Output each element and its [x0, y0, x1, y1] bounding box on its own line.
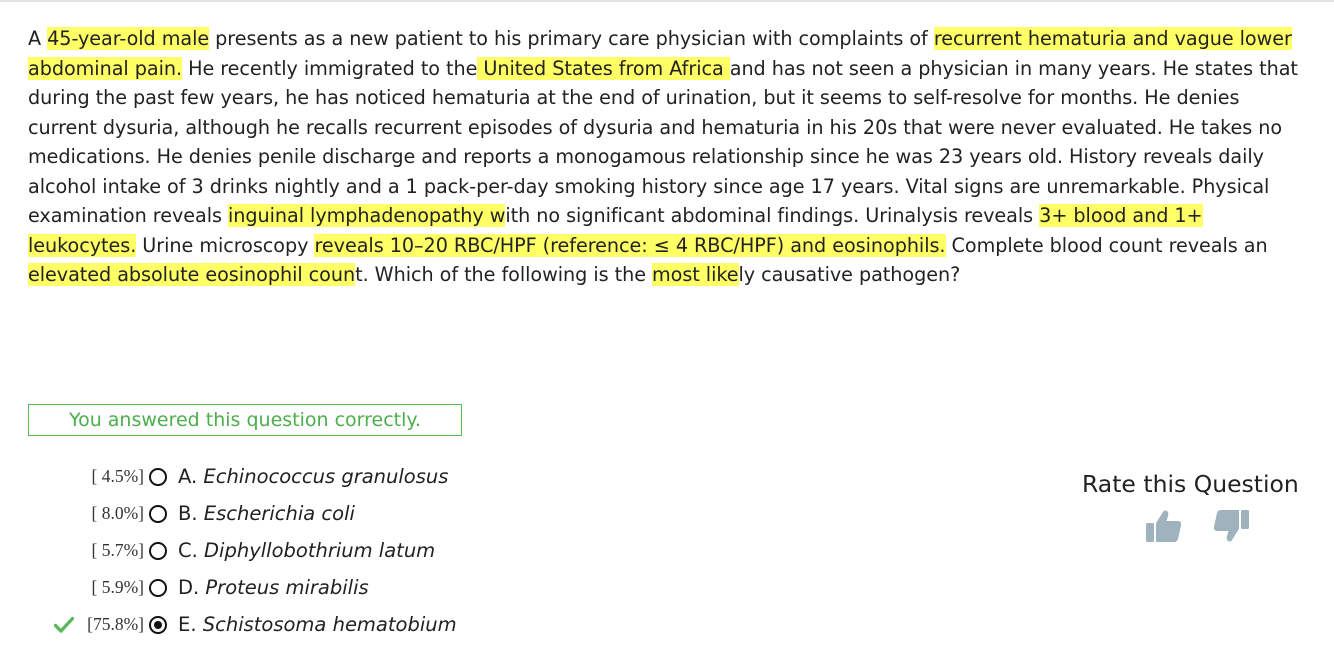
- radio-button[interactable]: [149, 579, 167, 597]
- choice-percent: [ 4.5%]: [91, 466, 144, 486]
- choice-letter: C.: [178, 539, 198, 562]
- answer-choice-b[interactable]: [0, 495, 700, 532]
- answer-choices: [0, 458, 700, 643]
- thumbs-up-icon[interactable]: [1145, 508, 1183, 544]
- choice-percent: [ 8.0%]: [91, 503, 144, 523]
- answer-result-banner: You answered this question correctly.: [28, 404, 462, 436]
- choice-name: Escherichia coli: [203, 502, 355, 525]
- radio-button-selected[interactable]: [149, 616, 167, 634]
- answer-choice-e[interactable]: [0, 606, 700, 643]
- choice-name: Echinococcus granulosus: [203, 465, 449, 488]
- choice-letter: B.: [178, 502, 198, 525]
- choice-label[interactable]: [178, 465, 448, 488]
- choice-label[interactable]: [178, 502, 355, 525]
- stem-segment: He recently immigrated to the: [182, 56, 478, 80]
- stem-segment: t. Which of the following is the: [355, 263, 652, 286]
- choice-label[interactable]: [178, 613, 457, 636]
- choice-letter: E.: [178, 613, 197, 636]
- thumbs-down-icon[interactable]: [1212, 508, 1250, 544]
- stem-segment: Urine microscopy: [136, 233, 315, 257]
- stem-segment: presents as a new patient to his primary care physician with complaints of: [209, 27, 934, 50]
- highlighted-text: 45-year-old male: [47, 27, 210, 50]
- correct-check-slot: [54, 606, 76, 643]
- highlighted-text: most like: [652, 263, 739, 286]
- choice-name: Proteus mirabilis: [205, 576, 369, 599]
- radio-button[interactable]: [149, 468, 167, 486]
- choice-percent: [ 5.7%]: [91, 540, 144, 560]
- highlighted-text: elevated absolute eosinophil coun: [28, 263, 356, 286]
- highlighted-text: inguinal lymphadenopathy w: [228, 204, 506, 227]
- radio-button[interactable]: [149, 505, 167, 523]
- rate-question-title: Rate this Question: [1082, 470, 1299, 498]
- question-stem: [28, 24, 1313, 290]
- choice-letter: A.: [178, 465, 198, 488]
- highlighted-text: reveals 10–20 RBC/HPF (reference: ≤ 4 RBC/HPF) and eosinophils.: [314, 233, 946, 257]
- stem-segment: A: [28, 27, 48, 50]
- radio-button[interactable]: [149, 542, 167, 560]
- answer-choice-c[interactable]: [0, 532, 700, 569]
- rate-question-panel: [1082, 470, 1314, 538]
- choice-name: Schistosoma hematobium: [202, 613, 457, 636]
- highlighted-text: recurrent hematuria and vague lower abdominal pain.: [28, 27, 1292, 80]
- choice-label[interactable]: [178, 576, 369, 599]
- choice-percent: [75.8%]: [87, 614, 144, 634]
- highlighted-text: 3+ blood and 1+ leukocytes.: [28, 204, 1203, 257]
- stem-segment: ly causative pathogen?: [738, 263, 961, 286]
- choice-letter: D.: [178, 576, 200, 599]
- checkmark-icon: [54, 616, 74, 634]
- answer-choice-d[interactable]: [0, 569, 700, 606]
- rating-buttons: [1082, 498, 1314, 538]
- choice-label[interactable]: [178, 539, 435, 562]
- highlighted-text: United States from Africa: [477, 56, 730, 80]
- top-divider: [0, 0, 1334, 2]
- stem-segment: and has not seen a physician in many years. He states that during the past few years, he has noticed hematuria at the end of urination, but it seems to self-resolve for months. He denies current dysuria, although he recalls recurrent episodes of dysuria and hematuria in his 20s that were never evaluated. He takes no medications. He denies penile discharge and reports a monogamous relationship since he was 23 years old. History reveals daily alcohol intake of 3 drinks nightly and a 1 pack-per-day smoking history since age 17 years. Vital signs are unremarkable. Physical examination reveals: [28, 56, 1298, 227]
- answer-choice-a[interactable]: [0, 458, 700, 495]
- choice-name: Diphyllobothrium latum: [204, 539, 436, 562]
- stem-segment: Complete blood count reveals an: [945, 233, 1268, 257]
- stem-segment: ith no significant abdominal findings. Urinalysis reveals: [505, 204, 1040, 227]
- radio-dot: [154, 621, 162, 629]
- choice-percent: [ 5.9%]: [91, 577, 144, 597]
